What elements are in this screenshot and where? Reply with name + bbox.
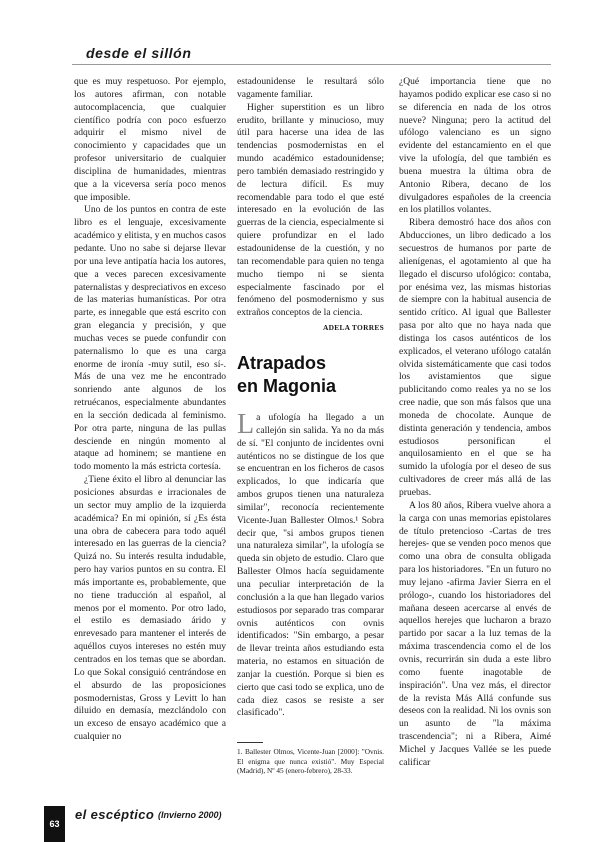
magazine-title: el escéptico — [75, 807, 155, 822]
header-rule — [72, 64, 551, 65]
paragraph: Uno de los puntos en contra de este libro es el lenguaje, excesivamente académico y elitista, y en muchos casos pedante. Uno no sabe si dejarse llevar por una leve antipatía hacia los autores, que a veces parecen excesivamente paternalistas y despreciativos en exceso de las materias humanísticas. Por otra parte, es innegable que está escrito con gran elegancia y precisión, y que muchas veces se puede confundir con paternalismo lo que es una carga enorme de ironía -muy sutil, eso sí-. Más de una vez me he encontrado sonriendo ante algunos de los retruécanos, especialmente abundantes en la sección dedicada al feminismo. Por otra parte, ninguna de las pullas desciende en ningún momento al ataque ad hominem; se mantiene en todo momento la más estricta cortesía. — [74, 204, 226, 473]
column-3 — [399, 76, 551, 770]
column-2 — [237, 76, 384, 335]
headline-line: en Magonia — [237, 376, 337, 396]
column-2-article — [237, 409, 384, 720]
issue-label: (Invierno 2000) — [158, 810, 222, 820]
drop-cap: L — [237, 409, 255, 440]
paragraph: ¿Qué importancia tiene que no hayamos podido explicar ese caso si no se diferencia en nada de los otros nueve? Ninguna; pero la actitud del ufólogo valenciano es un signo evidente del estancamiento en el que vive la ufología, del que también es buena muestra la última obra de Antonio Ribera, decano de los divulgadores españoles de la creencia en los platillos volantes. — [399, 76, 551, 216]
column-1 — [74, 76, 226, 744]
footnote-rule — [237, 742, 263, 743]
article-headline — [237, 352, 387, 398]
paragraph — [237, 409, 384, 720]
footnote: 1. Ballester Olmos, Vicente-Juan [2000]: "Ovnis. El enigma que nunca existió". Muy Especial (Madrid), Nº 45 (enero-febrero), 28-33. — [237, 747, 384, 776]
paragraph-text: a ufología ha llegado a un callejón sin salida. Ya no da más de sí. "El conjunto de incidentes ovni auténticos no se distingue de los que se encuentran en los ficheros de casos explicados, lo que indicaría que ambos grupos tienen una naturaleza similar", reconocía recientemente Vicente-Juan Ballester Olmos.¹ Sobra decir que, "si ambos grupos tienen una naturaleza similar", la ufología se queda sin objeto de estudio. Claro que Ballester Olmos hacía seguidamente una peculiar interpretación de la conclusión a la que han llegado varios estudiosos por separado tras comparar ovnis auténticos con ovnis identificados: "Sin embargo, a pesar de llevar treinta años estudiando esta materia, no estamos en situación de zanjar la cuestión. Porque si bien es cierto que casi todo se explica, uno de cada diez casos se resiste a ser clasificado". — [237, 412, 384, 719]
paragraph: ¿Tiene éxito el libro al denunciar las posiciones absurdas e irracionales de un sector muy amplio de la izquierda académica? En mi opinión, sí ¿Es ésta una obra de cabecera para todo aquél interesado en las guerras de la ciencia? Quizá no. Su interés resulta indudable, pero hay varios puntos en su contra. El más importante es, probablemente, que no tiene traducción al español, al menos por el momento. Por otro lado, el estilo es demasiado árido y enrevesado para mantener el interés de aquéllos cuyos intereses no estén muy centrados en los temas que se abordan. Lo que Sokal consiguió centrándose en el absurdo de las proposiciones posmodernistas, Gross y Levitt lo han diluido en demasía, mezclándolo con un exceso de ensayo académico que a cualquier no — [74, 474, 226, 743]
headline-line: Atrapados — [237, 353, 327, 373]
author-signature: ADELA TORRES — [322, 323, 384, 333]
paragraph: Ribera demostró hace dos años con Abducciones, un libro dedicado a los secuestros de humanos por parte de alienígenas, el agotamiento al que ha llegado el discurso ufológico: contaba, por enésima vez, las mismas historias de siempre con la habitual ausencia de sentido crítico. Al igual que Ballester pasa por alto que no haya nada que distinga los casos auténticos de los explicados, el veterano ufólogo catalán olvida sistemáticamente que casi todos los avistamientos que sigue publicitando como reales ya no se los cree nadie, que son más falsos que una moneda de chocolate. Aunque de distinta generación y tendencia, ambos estudiosos personifican el anquilosamiento en el que se ha sumido la ufología por el deseo de sus cultivadores de creer más allá de las pruebas. — [399, 217, 551, 498]
paragraph: estadounidense le resultará sólo vagamente familiar. — [237, 76, 384, 100]
page-number: 63 — [44, 806, 65, 842]
paragraph: que es muy respetuoso. Por ejemplo, los autores afirman, con notable autocomplacencia, que cualquier científico podría con poco esfuerzo adquirir el mismo nivel de conocimiento y capacidades que un profesor universitario de cualquier disciplina de humanidades, mientras que a la viceversa sería poco menos que imposible. — [74, 76, 226, 203]
section-header: desde el sillón — [86, 45, 192, 61]
paragraph: Higher superstition es un libro erudito, brillante y minucioso, muy útil para hacerse una idea de las tendencias posmodernistas en el mundo académico estadounidense; pero también demasiado restringido y de lectura difícil. Es muy recomendable para todo el que esté interesado en la evolución de las guerras de la ciencia, especialmente si quiere profundizar en el lado estadounidense de la cuestión, y no tan recomendable para quien no tenga mucho tiempo ni se sienta especialmente fascinado por el fenómeno del posmodernismo y sus extraños conceptos de la ciencia. — [237, 101, 384, 319]
paragraph: A los 80 años, Ribera vuelve ahora a la carga con unas memorias epistolares de título pretencioso -Cartas de tres herejes- que se venden poco menos que como una obra de consulta obligada para los historiadores. "En un futuro no muy lejano -afirma Javier Sierra en el prólogo-, cuando los historiadores del mañana deseen acercarse al envés de aquellos herejes que lucharon a brazo partido por sacar a la luz temas de la máxima trascendencia como el de los ovnis, recurrirán sin duda a este libro como fuente inagotable de inspiración". Una vez más, el director de la revista Más Allá confunde sus deseos con la realidad. Ni los ovnis son un asunto de "la máxima trascendencia"; ni a Ribera, Aimé Michel y Jacques Vallée se les puede calificar — [399, 499, 551, 768]
